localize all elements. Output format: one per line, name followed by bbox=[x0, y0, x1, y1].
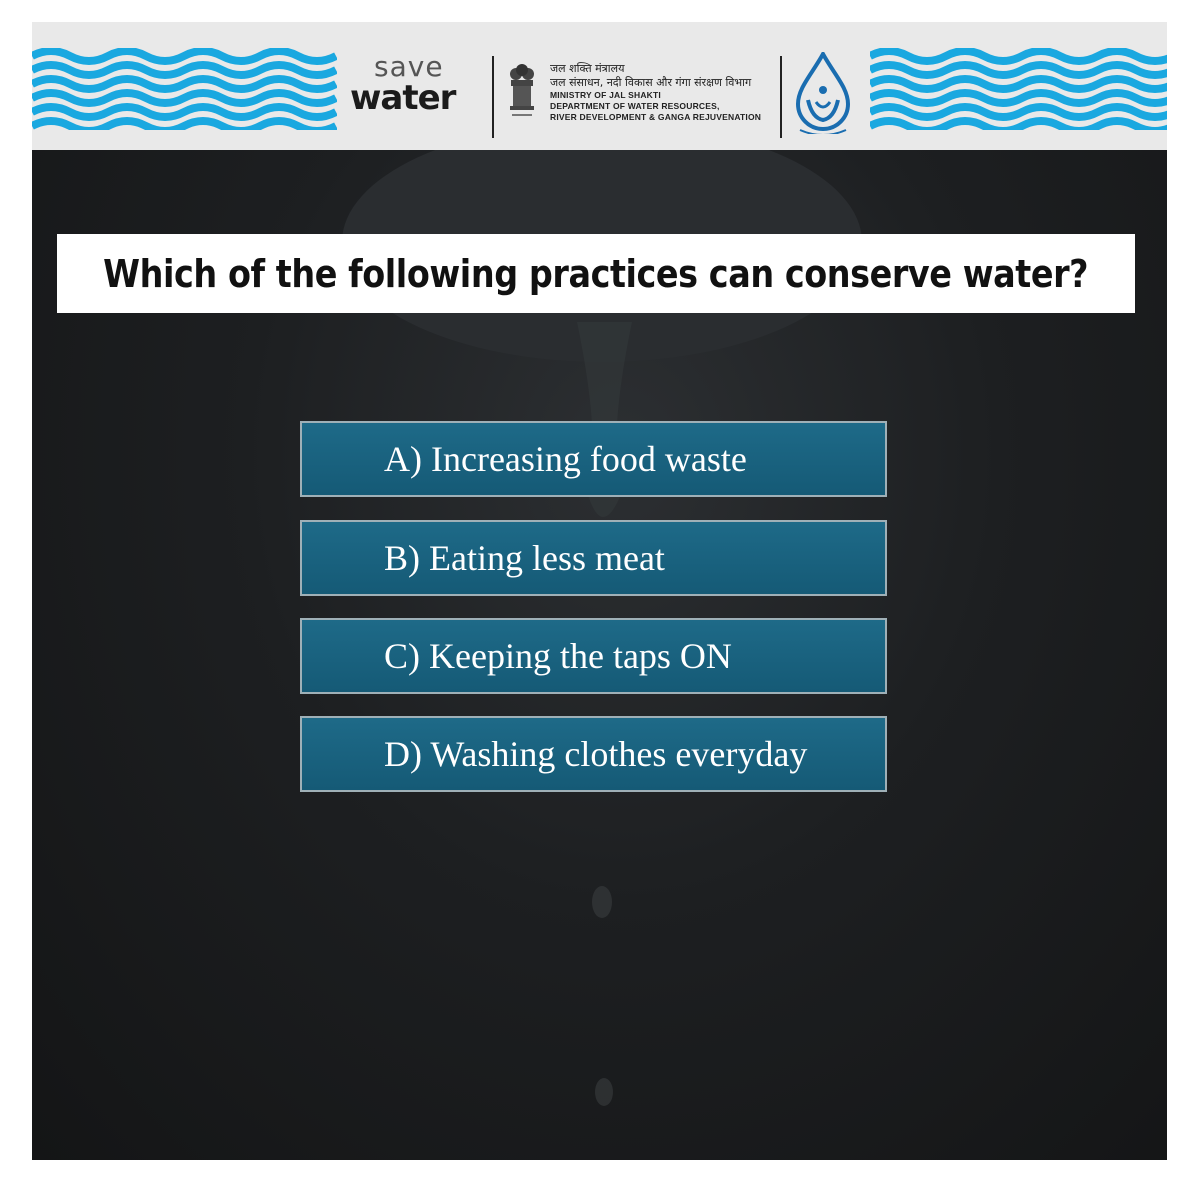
header-divider bbox=[780, 56, 782, 138]
header-banner bbox=[32, 22, 1167, 150]
ministry-english-line1: MINISTRY OF JAL SHAKTI bbox=[550, 90, 661, 100]
logo-save-text: save bbox=[374, 50, 444, 83]
ministry-english-line2: DEPARTMENT OF WATER RESOURCES, bbox=[550, 101, 720, 111]
quiz-poster bbox=[32, 22, 1167, 1160]
national-emblem-icon bbox=[508, 62, 536, 132]
logo-water-text: water bbox=[350, 78, 456, 118]
wave-pattern-icon bbox=[32, 48, 337, 130]
option-d-label: D) Washing clothes everyday bbox=[384, 734, 808, 774]
option-c-label: C) Keeping the taps ON bbox=[384, 636, 732, 676]
wave-pattern-icon bbox=[870, 48, 1167, 130]
water-drop-hands-icon bbox=[792, 52, 854, 134]
option-b[interactable] bbox=[300, 520, 887, 596]
save-water-logo bbox=[348, 50, 472, 120]
question-box bbox=[57, 234, 1135, 313]
ministry-hindi-line1: जल शक्ति मंत्रालय bbox=[550, 62, 625, 75]
option-b-label: B) Eating less meat bbox=[384, 538, 665, 578]
option-c[interactable] bbox=[300, 618, 887, 694]
ministry-block bbox=[550, 62, 800, 123]
header-divider bbox=[492, 56, 494, 138]
option-a[interactable] bbox=[300, 421, 887, 497]
option-d[interactable] bbox=[300, 716, 887, 792]
ministry-english-line3: RIVER DEVELOPMENT & GANGA REJUVENATION bbox=[550, 112, 762, 122]
question-text: Which of the following practices can conserve water? bbox=[103, 251, 1089, 296]
option-a-label: A) Increasing food waste bbox=[384, 439, 747, 479]
ministry-hindi-line2: जल संसाधन, नदी विकास और गंगा संरक्षण विभाग bbox=[550, 76, 752, 89]
